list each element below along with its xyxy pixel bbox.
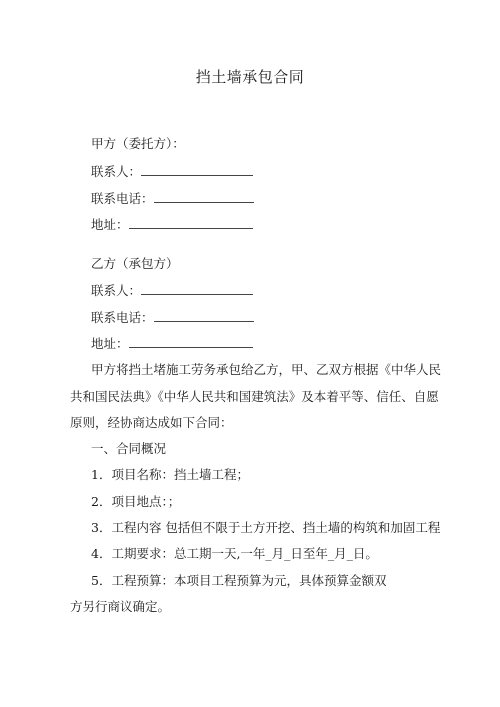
- section-1-item: 1．项目名称：挡土墙工程；: [91, 467, 249, 482]
- preamble-line: 共和国民法典》《中华人民共和国建筑法》及本着平等、信任、自愿: [70, 389, 439, 404]
- preamble-line: 甲方将挡土堵施工劳务承包给乙方，甲、乙双方根据《中华人民: [91, 362, 442, 377]
- party-a-contact-label: 联系人：: [91, 164, 142, 179]
- party-a-contact-row: [91, 163, 253, 180]
- party-a-address-row: [91, 216, 253, 233]
- party-a-phone-label: 联系电话：: [91, 191, 154, 206]
- section-1-heading: 一、合同概况: [91, 441, 167, 456]
- section-1-item: 5．工程预算：本项目工程预算为元，具体预算金额双: [91, 573, 387, 588]
- party-a-heading: 甲方（委托方）：: [91, 136, 185, 151]
- party-a-phone-row: [91, 190, 254, 207]
- party-b-phone-label: 联系电话：: [91, 310, 154, 325]
- party-b-contact-label: 联系人：: [91, 283, 142, 298]
- party-b-address-row: [91, 335, 253, 352]
- party-a-address-label: 地址：: [91, 217, 129, 232]
- section-1-item: 4．工期要求：总工期一天,一年_月_日至年_月_日。: [91, 546, 378, 561]
- party-b-phone-blank: [154, 309, 254, 322]
- party-b-address-blank: [129, 335, 253, 348]
- party-a-address-blank: [129, 216, 253, 229]
- party-a-phone-blank: [154, 190, 254, 203]
- party-b-contact-blank: [141, 282, 253, 295]
- party-a-contact-blank: [141, 163, 253, 176]
- section-1-continuation: 方另行商议确定。: [70, 599, 171, 614]
- party-b-phone-row: [91, 309, 254, 326]
- section-1-item: 2．项目地点：；: [91, 494, 181, 509]
- preamble-line: 原则，经协商达成如下合同：: [70, 415, 233, 430]
- party-b-heading: 乙方（承包方）: [91, 256, 179, 271]
- section-1-item: 3．工程内容 包括但不限于土方开挖、挡土墙的构筑和加固工程: [91, 520, 441, 535]
- party-b-contact-row: [91, 282, 253, 299]
- document-title: 挡土墙承包合同: [195, 68, 305, 86]
- party-b-address-label: 地址：: [91, 336, 129, 351]
